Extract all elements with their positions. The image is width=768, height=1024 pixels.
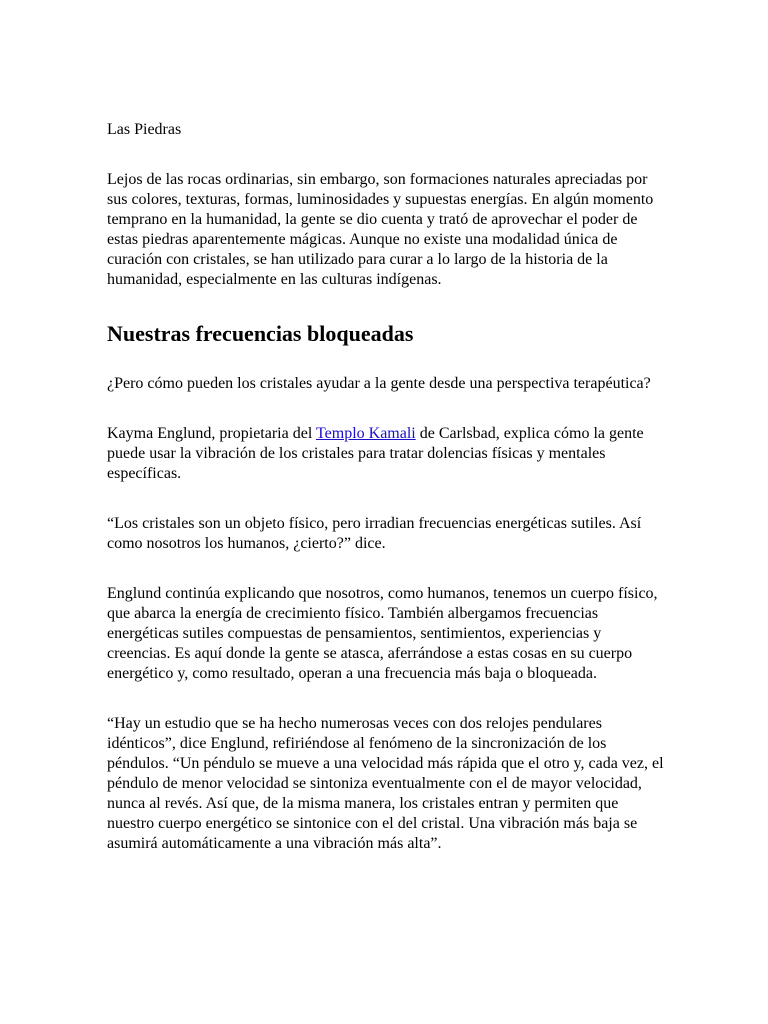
document-page	[107, 120, 667, 884]
quote-paragraph-2: “Hay un estudio que se ha hecho numerosas veces con dos relojes pendulares idénticos”, dice Englund, refiriéndose al fenómeno de la sincronización de los péndulos. “Un péndulo se mueve a una velocidad más rápida que el otro y, cada vez, el péndulo de menor velocidad se sintoniza eventualmente con el de mayor velocidad, nunca al revés. Así que, de la misma manera, los cristales entran y permiten que nuestro cuerpo energético se sintonice con el del cristal. Una vibración más baja se asumirá automáticamente a una vibración más alta”.	[107, 715, 664, 852]
intro-paragraph: Lejos de las rocas ordinarias, sin embargo, son formaciones naturales apreciadas por sus colores, texturas, formas, luminosidades y supuestas energías. En algún momento temprano en la humanidad, la gente se dio cuenta y trató de aprovechar el poder de estas piedras aparentemente mágicas. Aunque no existe una modalidad única de curación con cristales, se han utilizado para curar a lo largo de la historia de la humanidad, especialmente en las culturas indígenas.	[107, 171, 654, 288]
templo-kamali-link[interactable]: Templo Kamali	[315, 425, 416, 442]
kayma-paragraph	[107, 424, 667, 484]
quote-paragraph-1: “Los cristales son un objeto físico, pero irradian frecuencias energéticas sutiles. Así como nosotros los humanos, ¿cierto?” dice.	[107, 515, 642, 552]
document-label: Las Piedras	[107, 121, 182, 138]
kayma-text-before: Kayma Englund, propietaria del	[107, 425, 316, 442]
section-heading: Nuestras frecuencias bloqueadas	[107, 321, 414, 346]
englund-paragraph: Englund continúa explicando que nosotros, como humanos, tenemos un cuerpo físico, que abarca la energía de crecimiento físico. También albergamos frecuencias energéticas sutiles compuestas de pensamientos, sentimientos, experiencias y creencias. Es aquí donde la gente se atasca, aferrándose a estas cosas en su cuerpo energético y, como resultado, operan a una frecuencia más baja o bloqueada.	[107, 585, 658, 682]
kayma-text-after: de Carlsbad, explica cómo la gente puede usar la vibración de los cristales para tratar dolencias físicas y mentales específicas.	[107, 425, 644, 482]
question-paragraph: ¿Pero cómo pueden los cristales ayudar a la gente desde una perspectiva terapéutica?	[107, 375, 651, 392]
